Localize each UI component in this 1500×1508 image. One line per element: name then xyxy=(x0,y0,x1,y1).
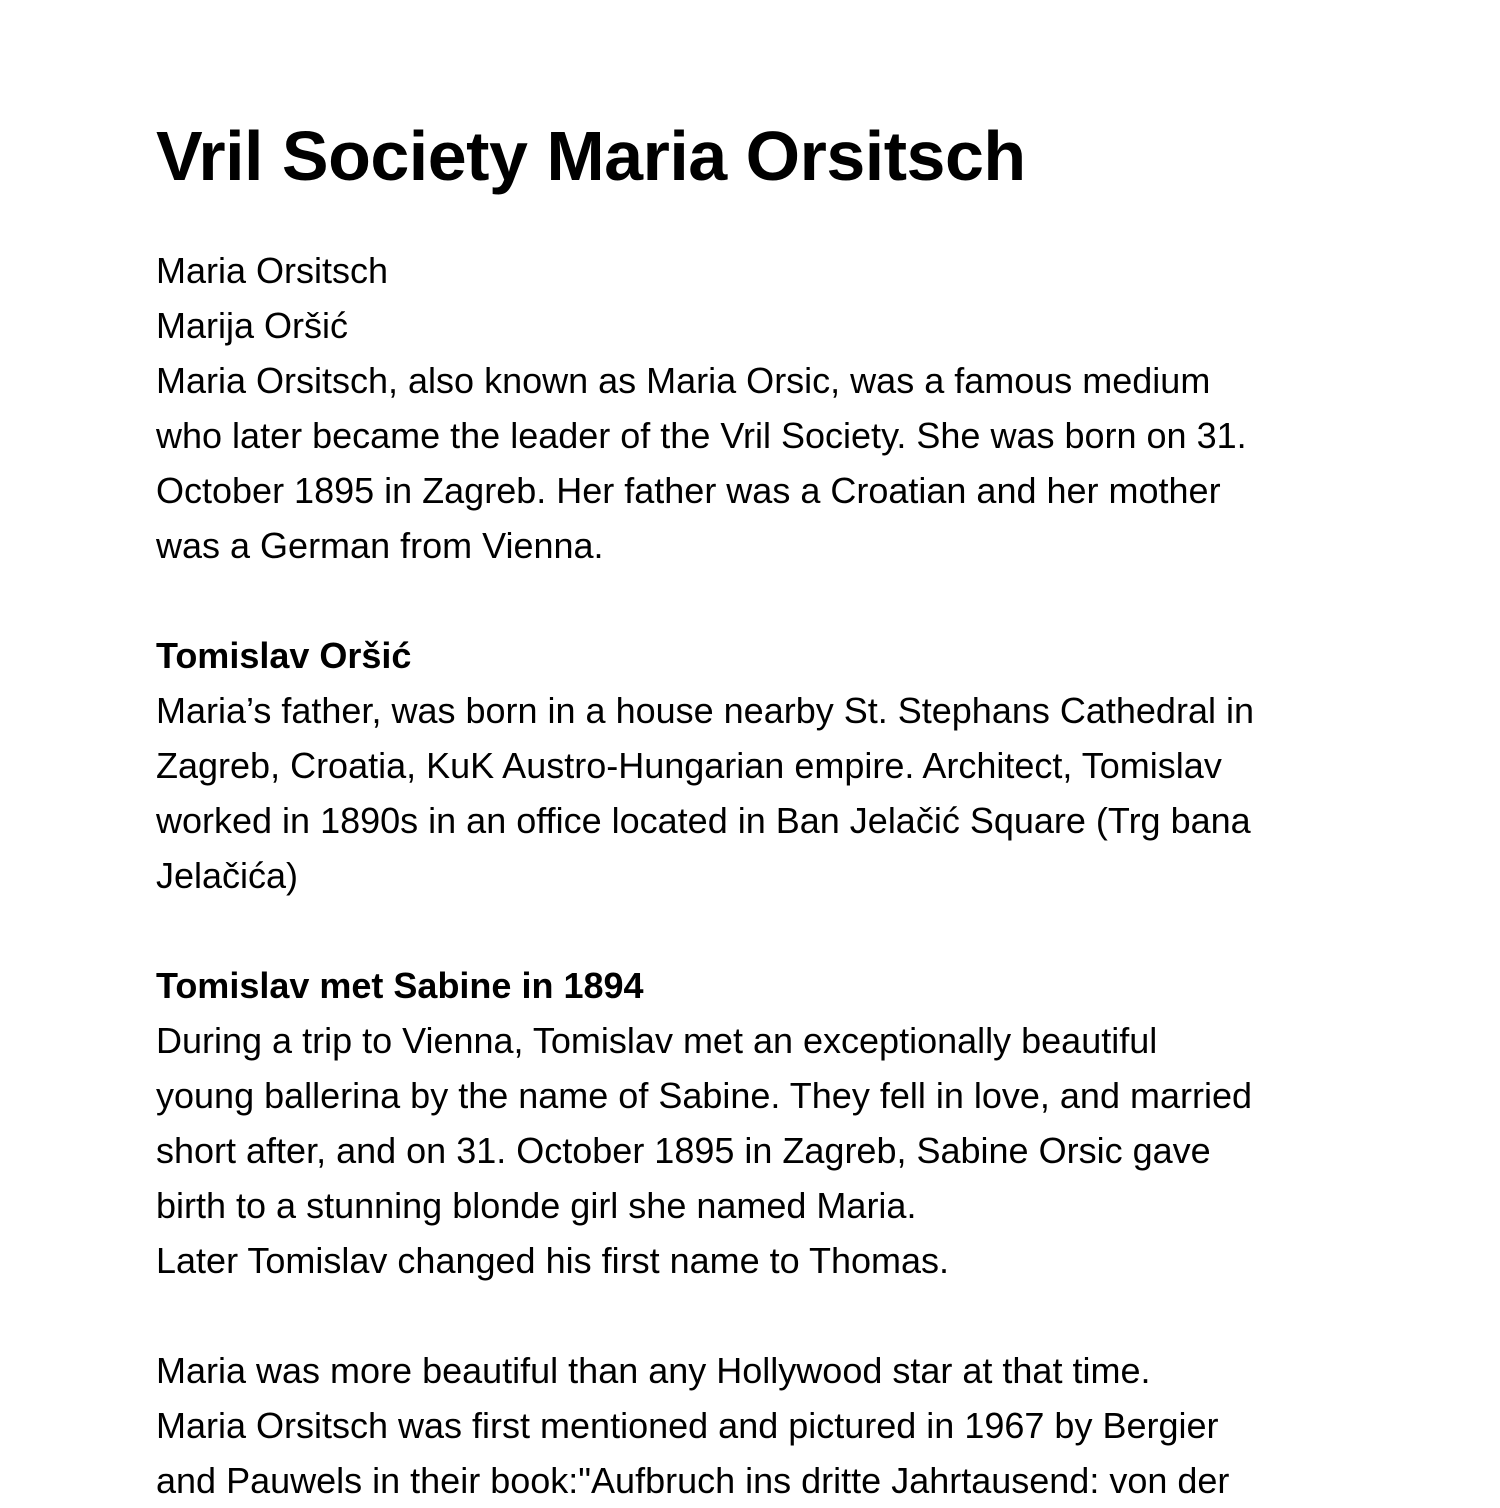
section3-line: Maria was more beautiful than any Hollywood star at that time. xyxy=(156,1350,1151,1391)
page-title: Vril Society Maria Orsitsch xyxy=(156,117,1026,195)
paragraph-gap xyxy=(156,1288,1356,1343)
intro-line: Marija Oršić xyxy=(156,305,349,346)
section1-line: Maria’s father, was born in a house nearby St. Stephans Cathedral in xyxy=(156,690,1254,731)
section-heading-sabine: Tomislav met Sabine in 1894 xyxy=(156,965,644,1006)
intro-line: was a German from Vienna. xyxy=(156,525,604,566)
paragraph-gap xyxy=(156,903,1356,958)
section1-line: Jelačića) xyxy=(156,855,299,896)
section2-line: During a trip to Vienna, Tomislav met an exceptionally beautiful xyxy=(156,1020,1158,1061)
section2-line: birth to a stunning blonde girl she named Maria. xyxy=(156,1185,917,1226)
section2-line: young ballerina by the name of Sabine. They fell in love, and married xyxy=(156,1075,1252,1116)
intro-line: who later became the leader of the Vril Society. She was born on 31. xyxy=(156,415,1247,456)
intro-line: Maria Orsitsch, also known as Maria Orsic, was a famous medium xyxy=(156,360,1211,401)
section3-line: Maria Orsitsch was first mentioned and pictured in 1967 by Bergier xyxy=(156,1405,1219,1446)
section2-line: Later Tomislav changed his first name to Thomas. xyxy=(156,1240,950,1281)
section-heading-tomislav: Tomislav Oršić xyxy=(156,635,412,676)
section2-line: short after, and on 31. October 1895 in Zagreb, Sabine Orsic gave xyxy=(156,1130,1211,1171)
intro-line: Maria Orsitsch xyxy=(156,250,389,291)
document-body xyxy=(156,243,1356,1508)
document-page xyxy=(156,112,1356,1508)
section3-line: and Pauwels in their book:"Aufbruch ins dritte Jahrtausend: von der xyxy=(156,1460,1230,1501)
paragraph-gap xyxy=(156,573,1356,628)
section1-line: worked in 1890s in an office located in Ban Jelačić Square (Trg bana xyxy=(156,800,1251,841)
section1-line: Zagreb, Croatia, KuK Austro-Hungarian empire. Architect, Tomislav xyxy=(156,745,1222,786)
intro-line: October 1895 in Zagreb. Her father was a Croatian and her mother xyxy=(156,470,1221,511)
